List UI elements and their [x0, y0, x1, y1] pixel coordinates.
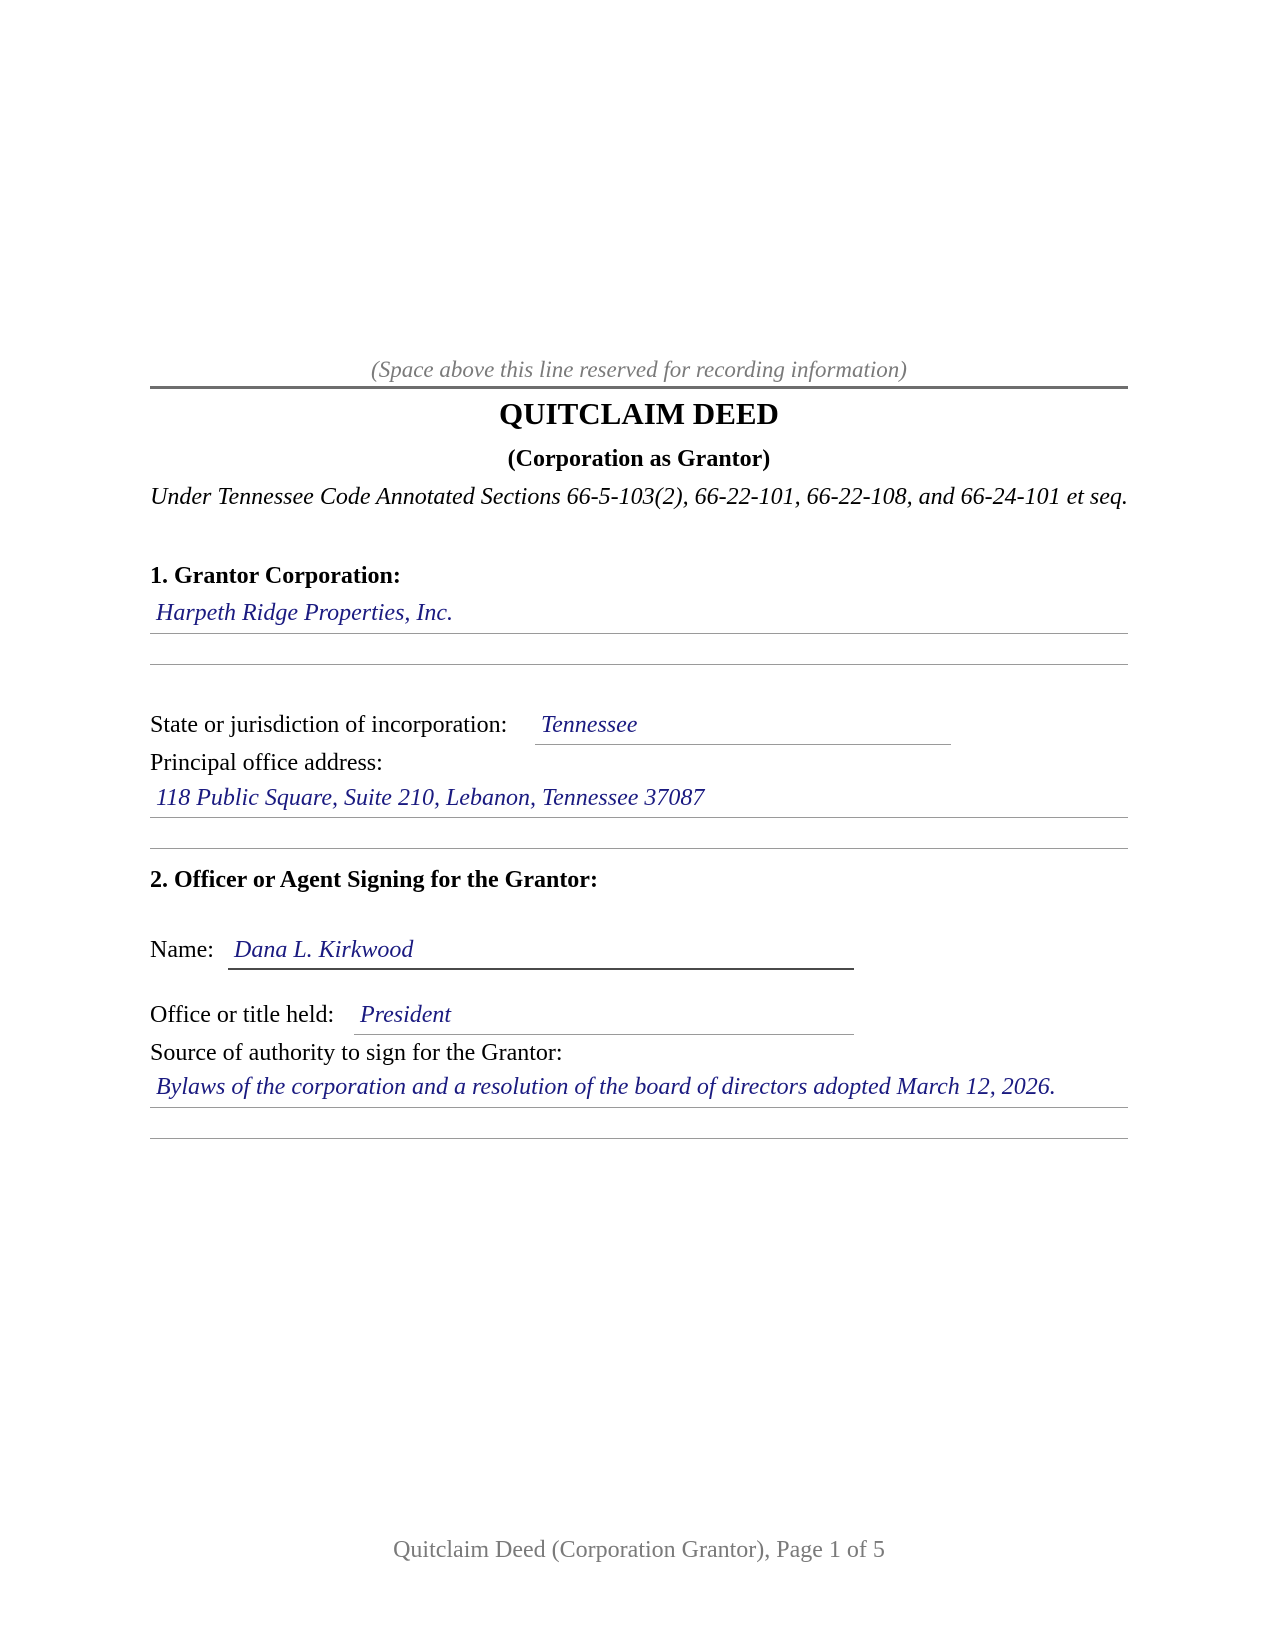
office-title-label: Office or title held:: [150, 1002, 335, 1028]
office-title-line: [354, 1034, 854, 1035]
grantor-name-line-2: [150, 664, 1128, 665]
officer-name-line: [228, 968, 854, 970]
officer-name-label: Name:: [150, 937, 214, 963]
office-title-value[interactable]: President: [360, 1002, 452, 1028]
section-2-heading: 2. Officer or Agent Signing for the Grantor:: [150, 867, 598, 893]
page-footer: Quitclaim Deed (Corporation Grantor), Page 1 of 5: [393, 1537, 885, 1563]
authority-line-2: [150, 1138, 1128, 1139]
grantor-name-value[interactable]: Harpeth Ridge Properties, Inc.: [156, 600, 454, 626]
principal-office-line-1: [150, 817, 1128, 818]
principal-office-value[interactable]: 118 Public Square, Suite 210, Lebanon, Tennessee 37087: [156, 785, 705, 811]
officer-name-value[interactable]: Dana L. Kirkwood: [234, 937, 414, 963]
state-of-incorporation-value[interactable]: Tennessee: [541, 712, 638, 738]
section-1-heading: 1. Grantor Corporation:: [150, 563, 401, 589]
authority-label: Source of authority to sign for the Grantor:: [150, 1040, 563, 1066]
document-subtitle: (Corporation as Grantor): [507, 446, 771, 472]
recording-space-note: (Space above this line reserved for recording information): [371, 357, 907, 382]
state-of-incorporation-label: State or jurisdiction of incorporation:: [150, 712, 508, 738]
recording-space-divider: [150, 386, 1128, 389]
grantor-name-line-1: [150, 633, 1128, 634]
statute-reference: Under Tennessee Code Annotated Sections 66-5-103(2), 66-22-101, 66-22-108, and 66-24-101 et seq.: [150, 484, 1128, 510]
principal-office-label: Principal office address:: [150, 750, 383, 776]
authority-value[interactable]: Bylaws of the corporation and a resolution of the board of directors adopted March 12, 2026.: [156, 1074, 1056, 1100]
authority-line-1: [150, 1107, 1128, 1108]
state-of-incorporation-line: [535, 744, 951, 745]
document-title: QUITCLAIM DEED: [499, 396, 779, 431]
principal-office-line-2: [150, 848, 1128, 849]
